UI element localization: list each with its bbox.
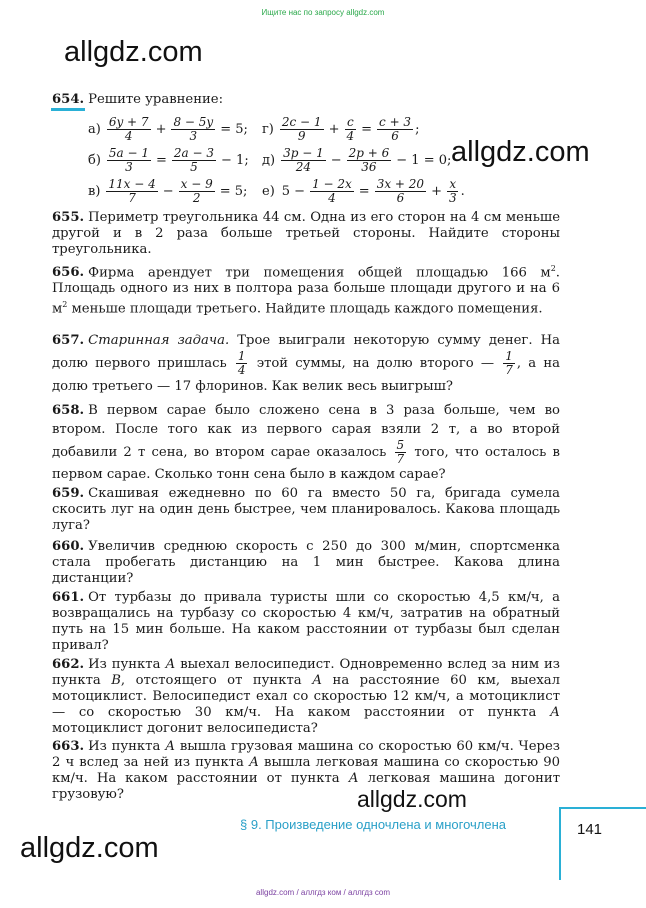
point-label: А	[248, 755, 259, 770]
footer-divider	[559, 807, 561, 880]
eq-label: г)	[262, 121, 274, 137]
problem-title: Старинная задача.	[88, 333, 230, 348]
fraction: $\frac{3x + 20}{6}$	[376, 176, 425, 205]
highlight-underline	[51, 108, 85, 111]
operator: ;	[415, 121, 420, 137]
problem-text: того, что осталось в первом сарае. Сколько тонн сена было в каждом сарае?	[52, 445, 560, 482]
watermark: allgdz.com	[357, 786, 467, 812]
page-number: 141	[577, 821, 603, 838]
fraction: $\frac{c}{4}$	[346, 114, 355, 143]
point-label: А	[550, 705, 560, 720]
problem-number: 660.	[52, 539, 85, 554]
problem-text: Решите уравнение:	[88, 92, 224, 107]
equation-b	[88, 145, 252, 175]
problem-658	[52, 402, 560, 485]
problem-number: 659.	[52, 486, 85, 501]
top-banner: Ищите нас по запросу allgdz.com	[261, 8, 385, 17]
watermark: allgdz.com	[64, 36, 203, 68]
operator: 5 −	[281, 183, 306, 199]
problem-text: Трое выиграли некоторую сумму денег. На долю первого пришлась	[52, 333, 560, 371]
problem-text: Периметр треугольника 44 см. Одна из его сторон на 4 см меньше другой и в 2 раза больше третьей стороны. Найдите стороны треугольника.	[52, 210, 560, 257]
operator: =	[358, 183, 370, 199]
fraction: $\frac{1}{4}$	[237, 349, 246, 377]
fraction: $\frac{x - 9}{2}$	[180, 176, 213, 205]
problem-number: 655.	[52, 210, 85, 225]
eq-label: в)	[88, 183, 101, 199]
equation-v	[88, 176, 250, 206]
fraction: $\frac{c + 3}{6}$	[379, 114, 412, 143]
section-title: § 9. Произведение одночлена и многочлена	[240, 817, 507, 832]
fraction: $\frac{8 - 5y}{3}$	[173, 114, 214, 143]
operator: = 5;	[219, 183, 248, 199]
problem-text: . Площадь одного из них в полтора раза больше площади другого и на 6 м	[52, 265, 560, 317]
problem-654	[52, 92, 560, 108]
fraction: $\frac{2a - 3}{5}$	[173, 145, 215, 174]
operator: =	[156, 152, 167, 168]
problem-663	[52, 739, 560, 803]
fraction: $\frac{5}{7}$	[396, 438, 405, 466]
problem-text: Из пункта	[88, 657, 166, 672]
problem-text: Скашивая ежедневно по 60 га вместо 50 га, бригада сумела скосить луг на один день быстрее, чем планировалось. Какова площадь луга?	[52, 486, 560, 533]
problem-660	[52, 539, 560, 587]
operator: − 1;	[221, 152, 249, 168]
problem-text: этой суммы, на долю второго —	[256, 356, 495, 371]
watermark: allgdz.com	[451, 136, 590, 168]
eq-label: а)	[88, 121, 101, 137]
equation-e	[262, 176, 465, 206]
problem-661	[52, 590, 560, 654]
problem-number: 662.	[52, 657, 85, 672]
problem-text: В первом сарае было сложено сена в 3 раза больше, чем во втором. После того как из первого сарая взяли 2 т, а во второй добавили 2 т сена, во втором сарае оказалось	[52, 403, 560, 460]
fraction: $\frac{2p + 6}{36}$	[348, 145, 390, 174]
operator: −	[162, 183, 174, 199]
fraction: $\frac{1 - 2x}{4}$	[312, 176, 352, 205]
fraction: $\frac{3p - 1}{24}$	[283, 145, 324, 174]
problem-text: легковая машина догонит грузовую?	[52, 771, 561, 802]
fraction: $\frac{11x - 4}{7}$	[108, 176, 156, 205]
problem-number: 654.	[52, 92, 85, 107]
equation-a	[88, 114, 251, 144]
problem-text: Фирма арендует три помещения общей площадью 166 м	[88, 265, 551, 281]
point-label: В	[111, 673, 121, 688]
point-label: А	[348, 771, 359, 786]
fraction: $\frac{5a - 1}{3}$	[108, 145, 150, 174]
problem-text: Из пункта	[88, 739, 166, 754]
problem-text: мотоциклист догонит велосипедиста?	[52, 721, 318, 736]
fraction: $\frac{x}{3}$	[448, 176, 457, 205]
fraction: $\frac{1}{7}$	[505, 349, 513, 377]
problem-text: Увеличив среднюю скорость с 250 до 300 м/мин, спортсменка стала пробегать дистанцию на 1 мин быстрее. Какова длина дистанции?	[52, 539, 560, 586]
problem-text: на расстояние 60 км, выехал мотоциклист. Велосипедист ехал со скоростью 12 км/ч, а мотоциклист — со скоростью 30 км/ч. На каком расстоянии от пункта	[52, 673, 560, 720]
operator: = 5;	[220, 121, 248, 137]
point-label: А	[165, 657, 176, 672]
problem-text: От турбазы до привала туристы шли со скоростью 4,5 км/ч, а возвращались на турбазу со скоростью 4 км/ч, затратив на обратный путь на 15 мин больше. На каком расстоянии от турбазы был сделан привал?	[52, 590, 560, 653]
problem-text: вышла легковая машина со скоростью 90 км/ч. На каком расстоянии от пункта	[52, 755, 560, 786]
operator: −	[330, 152, 342, 168]
eq-label: е)	[262, 183, 275, 199]
fraction: $\frac{2c - 1}{9}$	[281, 114, 322, 143]
operator: +	[155, 121, 167, 137]
bottom-banner: allgdz.com / аллгдз ком / аллгдз com	[255, 888, 391, 897]
equation-g	[262, 114, 419, 144]
equation-d	[262, 145, 454, 175]
eq-label: д)	[262, 152, 276, 168]
operator: +	[328, 121, 340, 137]
problem-number: 663.	[52, 739, 85, 754]
problem-number: 656.	[52, 265, 85, 281]
watermark: allgdz.com	[20, 832, 159, 864]
operator: +	[431, 183, 442, 199]
problem-number: 661.	[52, 590, 85, 605]
problem-number: 658.	[52, 403, 85, 418]
problem-656	[52, 261, 560, 318]
point-label: А	[312, 673, 323, 688]
footer-divider	[559, 807, 646, 809]
problem-text: , а на долю третьего — 17 флоринов. Как велик весь выигрыш?	[52, 356, 560, 394]
problem-655	[52, 210, 560, 258]
eq-label: б)	[88, 152, 101, 168]
problem-662	[52, 657, 560, 737]
operator: =	[361, 121, 373, 137]
problem-657	[52, 331, 560, 396]
superscript: 2	[550, 264, 556, 273]
problem-text: , отстоящего от пункта	[120, 673, 313, 688]
fraction: $\frac{6y + 7}{4}$	[108, 114, 149, 143]
problem-number: 657.	[52, 333, 85, 348]
operator: .	[460, 183, 465, 199]
point-label: А	[165, 739, 176, 754]
problem-text: меньше площади третьего. Найдите площадь каждого помещения.	[67, 301, 543, 317]
operator: − 1 = 0;	[396, 152, 452, 168]
superscript: 2	[62, 300, 68, 310]
problem-659	[52, 486, 560, 534]
problem-text: вышла грузовая машина со скоростью 60 км/ч. Через 2 ч вслед за ней из пункта	[52, 739, 560, 770]
problem-text: выехал велосипедист. Одновременно вслед за ним из пункта	[52, 657, 560, 688]
